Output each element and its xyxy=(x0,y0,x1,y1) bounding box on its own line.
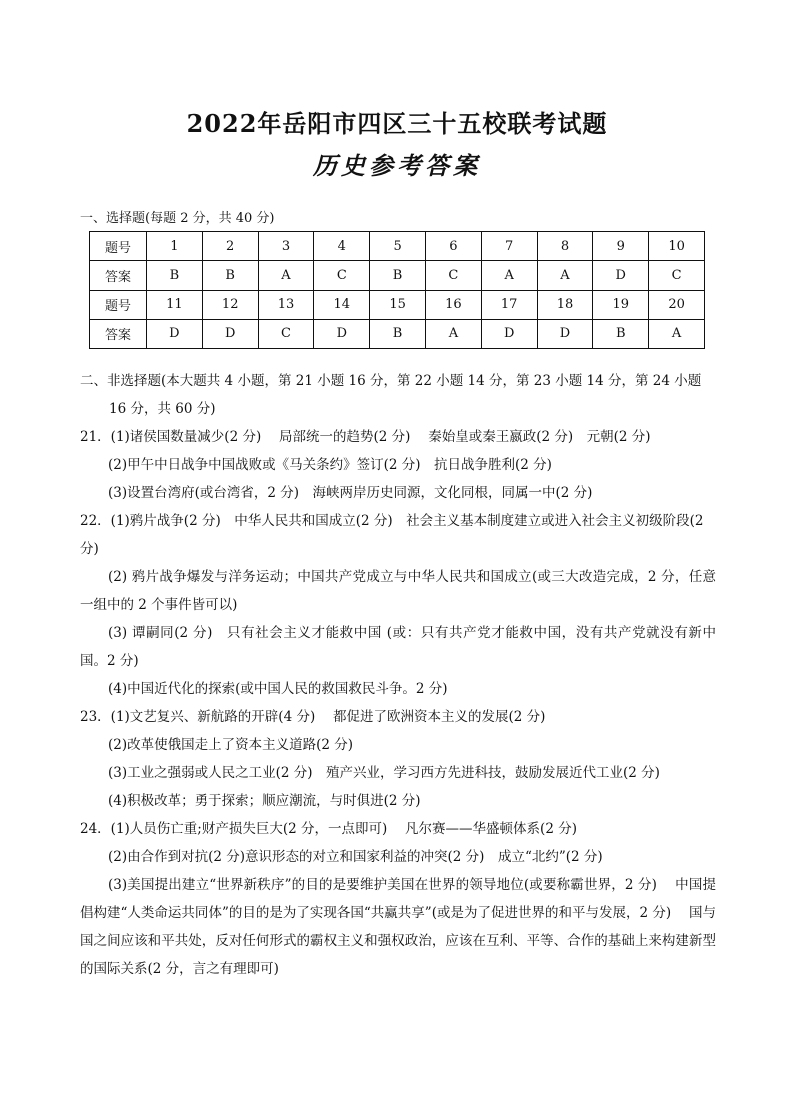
answer-table-cell: 4 xyxy=(314,232,370,261)
answer-table-cell: 3 xyxy=(258,232,314,261)
q23-answer-3: (3)工业之强弱或人民之工业(2 分) 殖产兴业，学习西方先进科技，鼓励发展近代工业(2 分) xyxy=(108,765,660,781)
answer-table-cell: 17 xyxy=(481,290,537,319)
answer-table-cell: B xyxy=(593,319,649,348)
answer-table-cell: C xyxy=(649,261,705,290)
answer-table-row-header: 题号 xyxy=(90,232,147,261)
answer-table-cell: 8 xyxy=(537,232,593,261)
answer-table-cell: D xyxy=(481,319,537,348)
q22-answer-4: (4)中国近代化的探索(或中国人民的救国救民斗争。2 分) xyxy=(108,681,448,697)
answer-table-cell: 19 xyxy=(593,290,649,319)
answer-table-cell: B xyxy=(370,261,426,290)
q24-answer-2: (2)由合作到对抗(2 分)意识形态的对立和国家利益的冲突(2 分) 成立“北约”(2 分) xyxy=(108,849,603,865)
answer-table-row xyxy=(90,232,705,261)
answer-table-cell: D xyxy=(593,261,649,290)
answer-table-row xyxy=(90,290,705,319)
answer-table-cell: 13 xyxy=(258,290,314,319)
answer-table-cell: B xyxy=(202,261,258,290)
answer-table-cell: 6 xyxy=(425,232,481,261)
answer-table-cell: 7 xyxy=(481,232,537,261)
answer-table-cell: B xyxy=(370,319,426,348)
q22-answer-2: (2) 鸦片战争爆发与洋务运动；中国共产党成立与中华人民共和国成立(或三大改造完成，2 分，任意一组中的 2 个事件皆可以) xyxy=(80,569,716,613)
answer-table-cell: D xyxy=(314,319,370,348)
answer-table-cell: C xyxy=(425,261,481,290)
answer-table-cell: B xyxy=(147,261,203,290)
answer-table-cell: 14 xyxy=(314,290,370,319)
section1-heading: 一、选择题(每题 2 分，共 40 分) xyxy=(80,211,275,226)
answer-table-cell: A xyxy=(537,261,593,290)
answer-table-cell: D xyxy=(202,319,258,348)
answer-table-cell: D xyxy=(537,319,593,348)
answer-table-row-header: 题号 xyxy=(90,290,147,319)
answer-key-subtitle: 历史参考答案 xyxy=(313,151,481,180)
answer-table-cell: 11 xyxy=(147,290,203,319)
q24-answer-3: (3)美国提出建立“世界新秩序”的目的是要维护美国在世界的领导地位(或要称霸世界，2 分) 中国提倡构建“人类命运共同体”的目的是为了实现各国“共赢共享”(或是为了促进世界的和平与发展，2 分) 国与国之间应该和平共处，反对任何形式的霸权主义和强权政治，应该在互利、平等、合作的基础上来构建新型的国际关系(2 分，言之有理即可) xyxy=(80,877,716,977)
answer-table-cell: 18 xyxy=(537,290,593,319)
answer-table-cell: 16 xyxy=(425,290,481,319)
answer-table-cell: 2 xyxy=(202,232,258,261)
answer-table-cell: A xyxy=(258,261,314,290)
answer-table-row xyxy=(90,319,705,348)
multiple-choice-answer-table xyxy=(89,231,705,349)
q21-answer-1: 21．(1)诸侯国数量减少(2 分) 局部统一的趋势(2 分) 秦始皇或秦王嬴政(2 分) 元朝(2 分) xyxy=(80,429,651,445)
exam-title: 2022年岳阳市四区三十五校联考试题 xyxy=(186,109,608,138)
q23-answer-4: (4)积极改革；勇于探索；顺应潮流，与时俱进(2 分) xyxy=(108,793,421,809)
answer-table-row-header: 答案 xyxy=(90,319,147,348)
section2-heading: 二、非选择题(本大题共 4 小题，第 21 小题 16 分，第 22 小题 14 分，第 23 小题 14 分，第 24 小题 16 分，共 60 分) xyxy=(80,373,702,417)
q22-answer-3: (3) 谭嗣同(2 分) 只有社会主义才能救中国 (或：只有共产党才能救中国，没有共产党就没有新中国。2 分) xyxy=(80,625,716,669)
answer-table-row-header: 答案 xyxy=(90,261,147,290)
answer-table-cell: D xyxy=(147,319,203,348)
q24-answer-1: 24．(1)人员伤亡重;财产损失巨大(2 分，一点即可) 凡尔赛——华盛顿体系(2 分) xyxy=(80,821,577,837)
answer-table-cell: 9 xyxy=(593,232,649,261)
answer-table-cell: A xyxy=(481,261,537,290)
answer-table-cell: 1 xyxy=(147,232,203,261)
answer-table-cell: 5 xyxy=(370,232,426,261)
answer-table-cell: 10 xyxy=(649,232,705,261)
answer-table-cell: 15 xyxy=(370,290,426,319)
answer-table-row xyxy=(90,261,705,290)
answer-table-cell: A xyxy=(425,319,481,348)
answer-table-cell: 20 xyxy=(649,290,705,319)
answer-table-cell: C xyxy=(258,319,314,348)
q23-answer-2: (2)改革使俄国走上了资本主义道路(2 分) xyxy=(108,737,354,753)
answer-table-cell: 12 xyxy=(202,290,258,319)
q22-answer-1: 22．(1)鸦片战争(2 分) 中华人民共和国成立(2 分) 社会主义基本制度建立或进入社会主义初级阶段(2 分) xyxy=(80,513,704,557)
answer-table-cell: C xyxy=(314,261,370,290)
answer-table-cell: A xyxy=(649,319,705,348)
section2 xyxy=(80,367,716,983)
q21-answer-3: (3)设置台湾府(或台湾省，2 分) 海峡两岸历史同源，文化同根，同属一中(2 分) xyxy=(108,485,593,501)
q21-answer-2: (2)甲午中日战争中国战败或《马关条约》签订(2 分) 抗日战争胜利(2 分) xyxy=(108,457,552,473)
q23-answer-1: 23．(1)文艺复兴、新航路的开辟(4 分) 都促进了欧洲资本主义的发展(2 分) xyxy=(80,709,546,725)
